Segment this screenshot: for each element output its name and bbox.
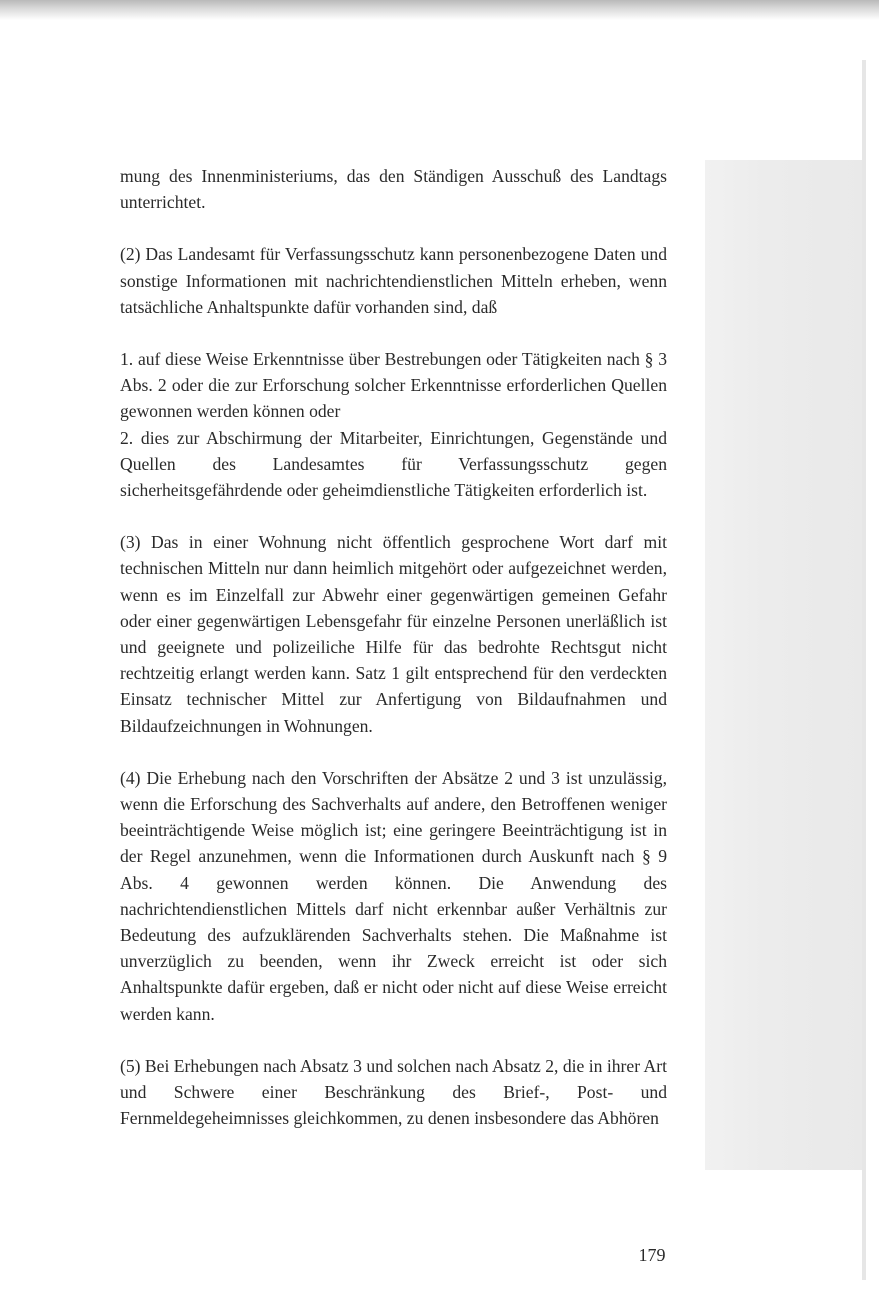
paragraph-3: (3) Das in einer Wohnung nicht öffentlich gesprochene Wort darf mit technischen Mitteln nur dann heimlich mitgehört oder aufgezeichnet werden, wenn es im Einzelfall zur Abwehr einer gegenwärtigen gemeinen Gefahr oder einer gegenwärtigen Lebensgefahr für einzelne Personen unerläßlich ist und geeignete und polizeiliche Hilfe für das bedrohte Rechtsgut nicht rechtzeitig erlangt werden kann. Satz 1 gilt entsprechend für den verdeckten Einsatz technischer Mittel zur Anfertigung von Bildaufnahmen und Bildaufzeichnungen in Wohnungen. xyxy=(120,532,667,736)
paragraph-2-item-1: 1. auf diese Weise Erkenntnisse über Bestrebungen oder Tätigkeiten nach § 3 Abs. 2 oder die zur Erforschung solcher Erkenntnisse erforderlichen Quellen gewonnen werden können oder xyxy=(120,349,667,422)
page-number: 179 xyxy=(638,1245,666,1265)
paragraph-4: (4) Die Erhebung nach den Vorschriften der Absätze 2 und 3 ist unzulässig, wenn die Erforschung des Sachverhalts auf andere, den Betroffenen weniger beeinträchtigende Weise möglich ist; eine geringere Beeinträchtigung ist in der Regel anzunehmen, wenn die Informationen durch Auskunft nach § 9 Abs. 4 gewonnen werden können. Die Anwendung des nachrichtendienstlichen Mittels darf nicht erkennbar außer Verhältnis zur Bedeutung des aufzuklärenden Sachverhalts stehen. Die Maßnahme ist unverzüglich zu beenden, wenn ihr Zweck erreicht ist oder sich Anhaltspunkte dafür ergeben, daß er nicht oder nicht auf diese Weise erreicht werden kann. xyxy=(120,767,667,1024)
paragraph-2: (2) Das Landesamt für Verfassungsschutz kann personenbezogene Daten und sonstige Informationen mit nachrichtendienstlichen Mitteln erheben, wenn tatsächliche Anhaltspunkte dafür vorhanden sind, daß xyxy=(120,244,667,317)
paragraph-2-item-2: 2. dies zur Abschirmung der Mitarbeiter, Einrichtungen, Gegenstände und Quellen des Landesamtes für Verfassungsschutz gegen sicherheitsgefährdende oder geheimdienstliche Tätigkeiten erforderlich ist. xyxy=(120,427,667,501)
paragraph-intro: mung des Innenministeriums, das den Ständigen Ausschuß des Landtags unterrichtet. xyxy=(120,166,667,213)
margin-shading xyxy=(705,160,863,1170)
page-edge xyxy=(862,60,866,1280)
body-text xyxy=(120,163,667,1132)
paragraph-5: (5) Bei Erhebungen nach Absatz 3 und solchen nach Absatz 2, die in ihrer Art und Schwere einer Beschränkung des Brief-, Post- und Fernmeldegeheimnisses gleichkommen, zu denen insbesondere das Abhören xyxy=(120,1055,667,1129)
scan-top-shadow xyxy=(0,0,879,20)
